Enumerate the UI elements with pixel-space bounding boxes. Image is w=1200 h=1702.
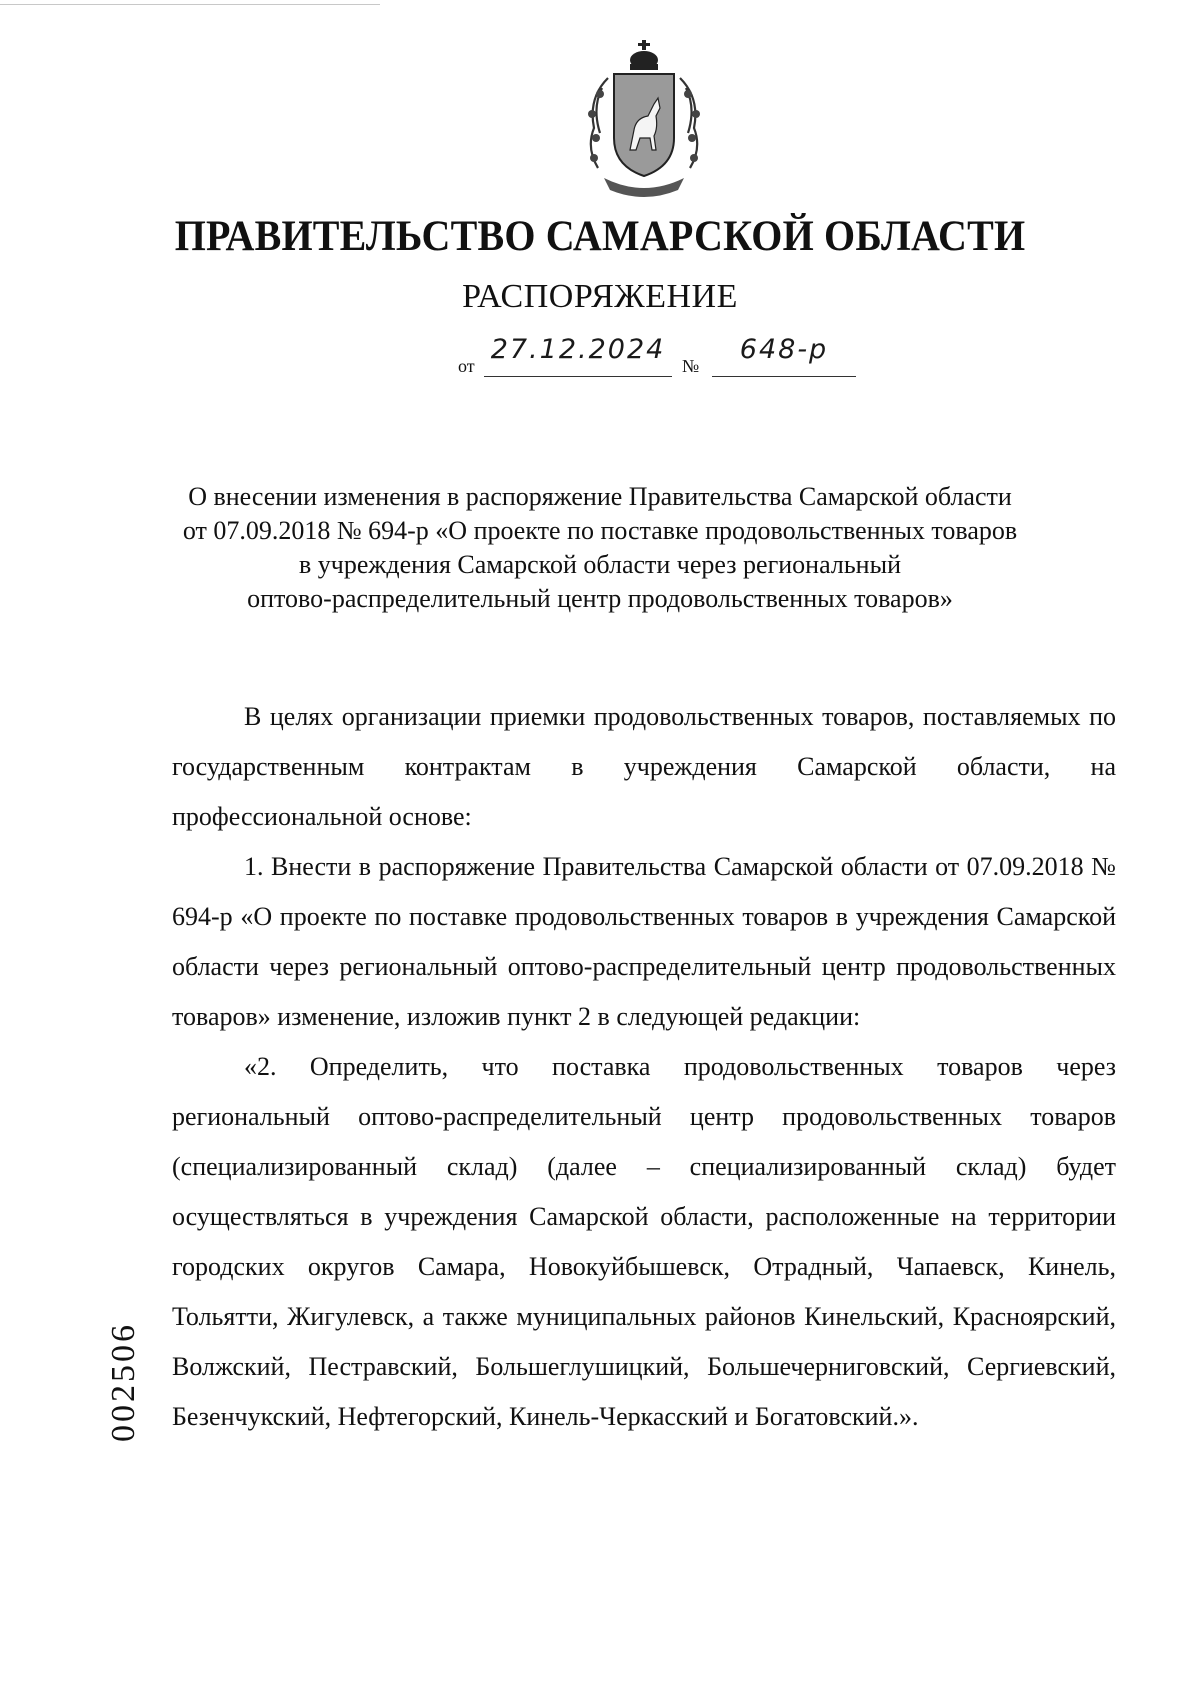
registration-stamp-number: 002506 xyxy=(105,1322,142,1442)
document-body xyxy=(172,692,1116,1442)
subject-line: в учреждения Самарской области через региональный xyxy=(299,550,901,579)
coat-of-arms-icon xyxy=(578,38,710,200)
subject-line: от 07.09.2018 № 694-р «О проекте по поставке продовольственных товаров xyxy=(182,516,1018,545)
document-type: РАСПОРЯЖЕНИЕ xyxy=(462,278,738,315)
document-number: 648-р xyxy=(712,334,856,377)
document-subject xyxy=(140,480,1060,616)
document-date: 27.12.2024 xyxy=(484,334,672,377)
date-number-line xyxy=(458,330,858,380)
number-prefix: № xyxy=(682,356,700,376)
date-prefix: от xyxy=(458,356,475,376)
clause-2-quoted-paragraph: «2. Определить, что поставка продовольственных товаров через региональный оптово-распределительный центр продовольственных товаров (специализированный склад) (далее – специализированный склад) будет осуществляться в учреждения Самарской области, расположенные на территории городских округов Самара, Новокуйбышевск, Отрадный, Чапаевск, Кинель, Тольятти, Жигулевск, а также муниципальных районов Кинельский, Красноярский, Волжский, Пестравский, Большеглушицкий, Большечерниговский, Сергиевский, Безенчукский, Нефтегорский, Кинель-Черкасский и Богатовский.». xyxy=(172,1052,1116,1431)
subject-line: О внесении изменения в распоряжение Правительства Самарской области xyxy=(188,482,1012,511)
scan-edge-line xyxy=(0,4,380,5)
preamble-paragraph: В целях организации приемки продовольственных товаров, поставляемых по государственным контрактам в учреждения Самарской области, на профессиональной основе: xyxy=(172,702,1116,831)
government-title: ПРАВИТЕЛЬСТВО САМАРСКОЙ ОБЛАСТИ xyxy=(174,213,1026,260)
subject-line: оптово-распределительный центр продовольственных товаров» xyxy=(247,584,953,613)
clause-1-paragraph: 1. Внести в распоряжение Правительства Самарской области от 07.09.2018 № 694-р «О проекте по поставке продовольственных товаров в учреждения Самарской области через региональный оптово-распределительный центр продовольственных товаров» изменение, изложив пункт 2 в следующей редакции: xyxy=(172,852,1116,1031)
